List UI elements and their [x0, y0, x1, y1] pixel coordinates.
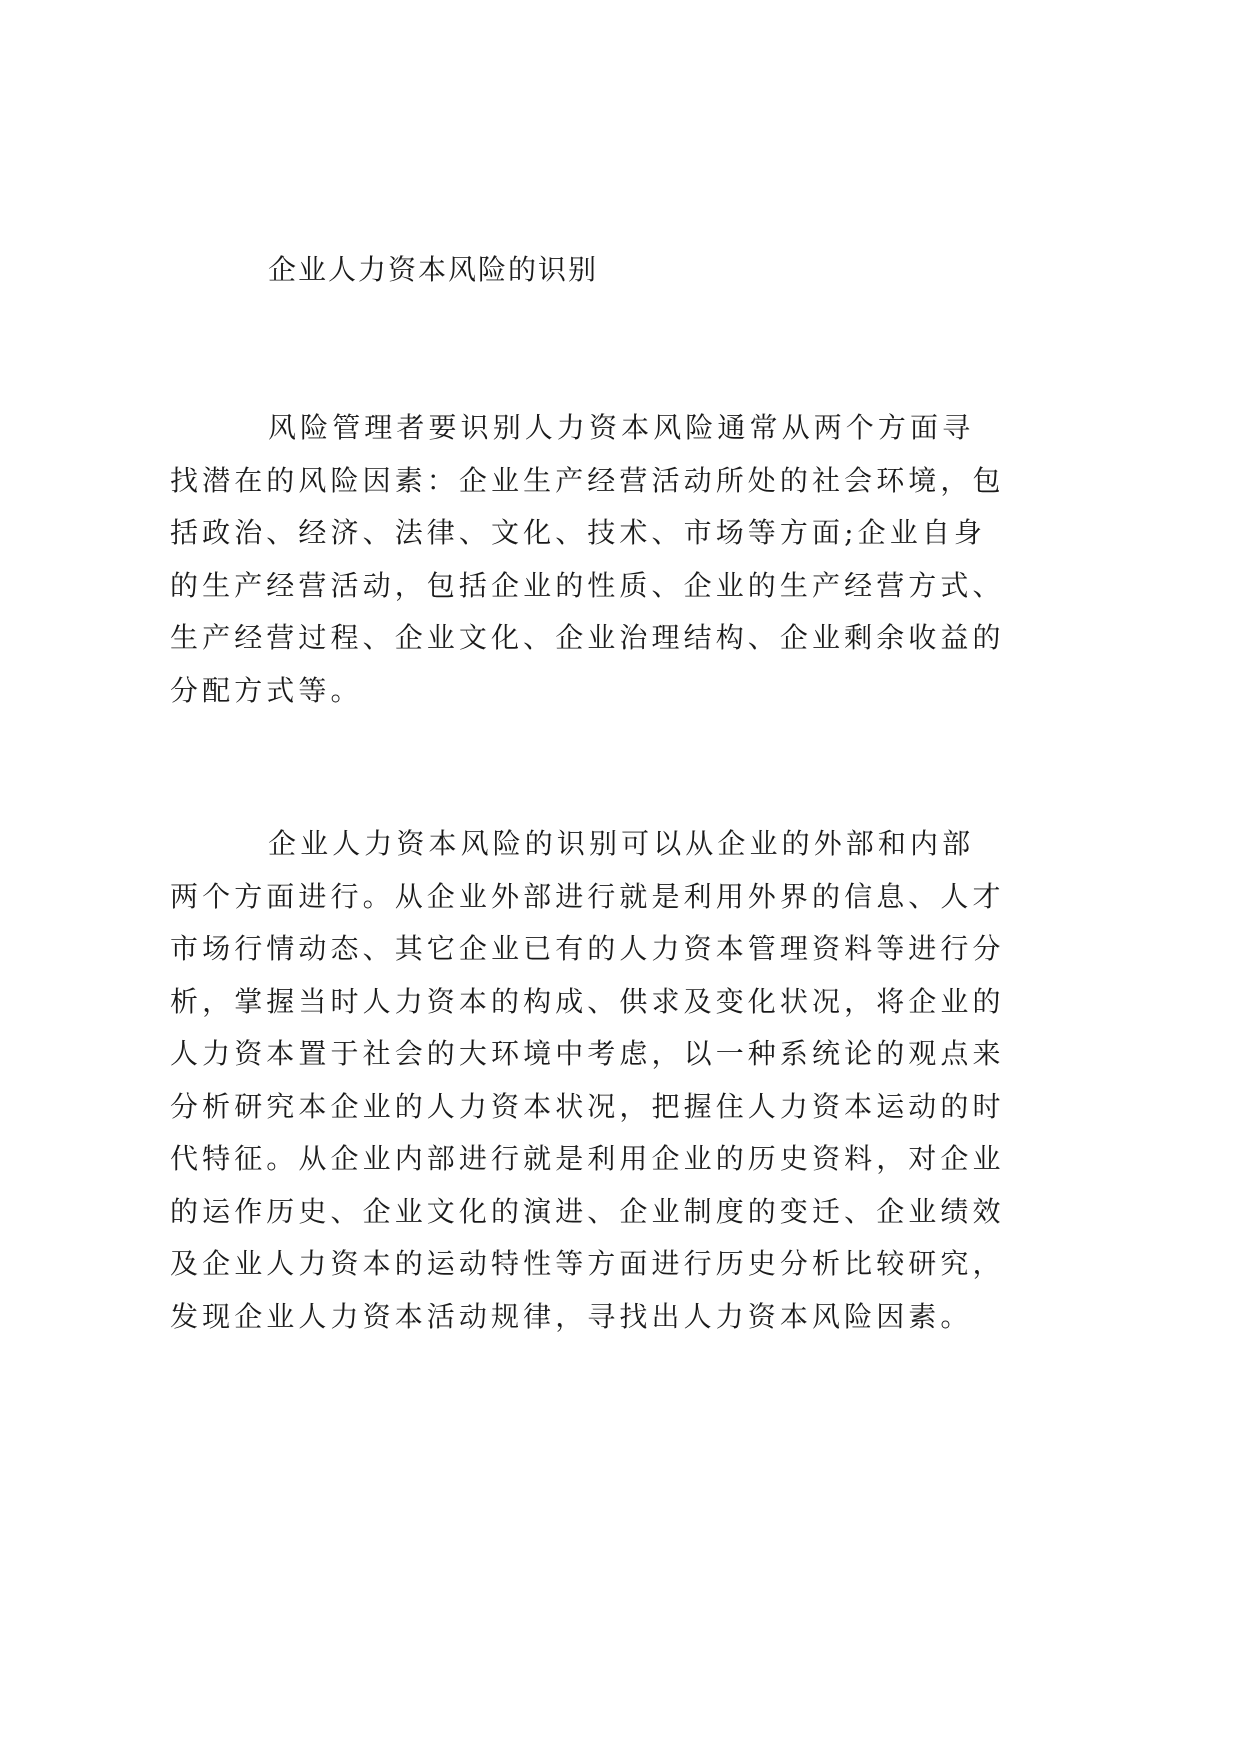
paragraph-line: 市场行情动态、其它企业已有的人力资本管理资料等进行分 [170, 932, 1005, 965]
paragraph-line: 的生产经营活动，包括企业的性质、企业的生产经营方式、 [170, 568, 1005, 602]
paragraph-line: 分析研究本企业的人力资本状况，把握住人力资本运动的时 [170, 1089, 1005, 1123]
paragraph-line: 括政治、经济、法律、文化、技术、市场等方面;企业自身 [170, 516, 987, 549]
paragraph-2 [170, 818, 1005, 1343]
paragraph-line: 人力资本置于社会的大环境中考虑，以一种系统论的观点来 [170, 1037, 1005, 1070]
paragraph-line: 找潜在的风险因素：企业生产经营活动所处的社会环境，包 [170, 463, 1005, 497]
document-title: 企业人力资本风险的识别 [268, 253, 599, 286]
paragraph-line: 发现企业人力资本活动规律，寻找出人力资本风险因素。 [170, 1299, 973, 1333]
paragraph-line: 代特征。从企业内部进行就是利用企业的历史资料，对企业 [170, 1142, 1005, 1175]
paragraph-line: 的运作历史、企业文化的演进、企业制度的变迁、企业绩效 [170, 1194, 1005, 1228]
paragraph-line: 及企业人力资本的运动特性等方面进行历史分析比较研究， [170, 1247, 1005, 1280]
paragraph-line: 分配方式等。 [170, 673, 363, 707]
paragraph-line: 企业人力资本风险的识别可以从企业的外部和内部 [268, 827, 975, 860]
paragraph-line: 析，掌握当时人力资本的构成、供求及变化状况，将企业的 [170, 984, 1005, 1018]
paragraph-line: 风险管理者要识别人力资本风险通常从两个方面寻 [268, 411, 975, 444]
paragraph-line: 两个方面进行。从企业外部进行就是利用外界的信息、人才 [170, 879, 1005, 913]
paragraph-1 [170, 402, 1005, 717]
paragraph-line: 生产经营过程、企业文化、企业治理结构、企业剩余收益的 [170, 621, 1005, 654]
